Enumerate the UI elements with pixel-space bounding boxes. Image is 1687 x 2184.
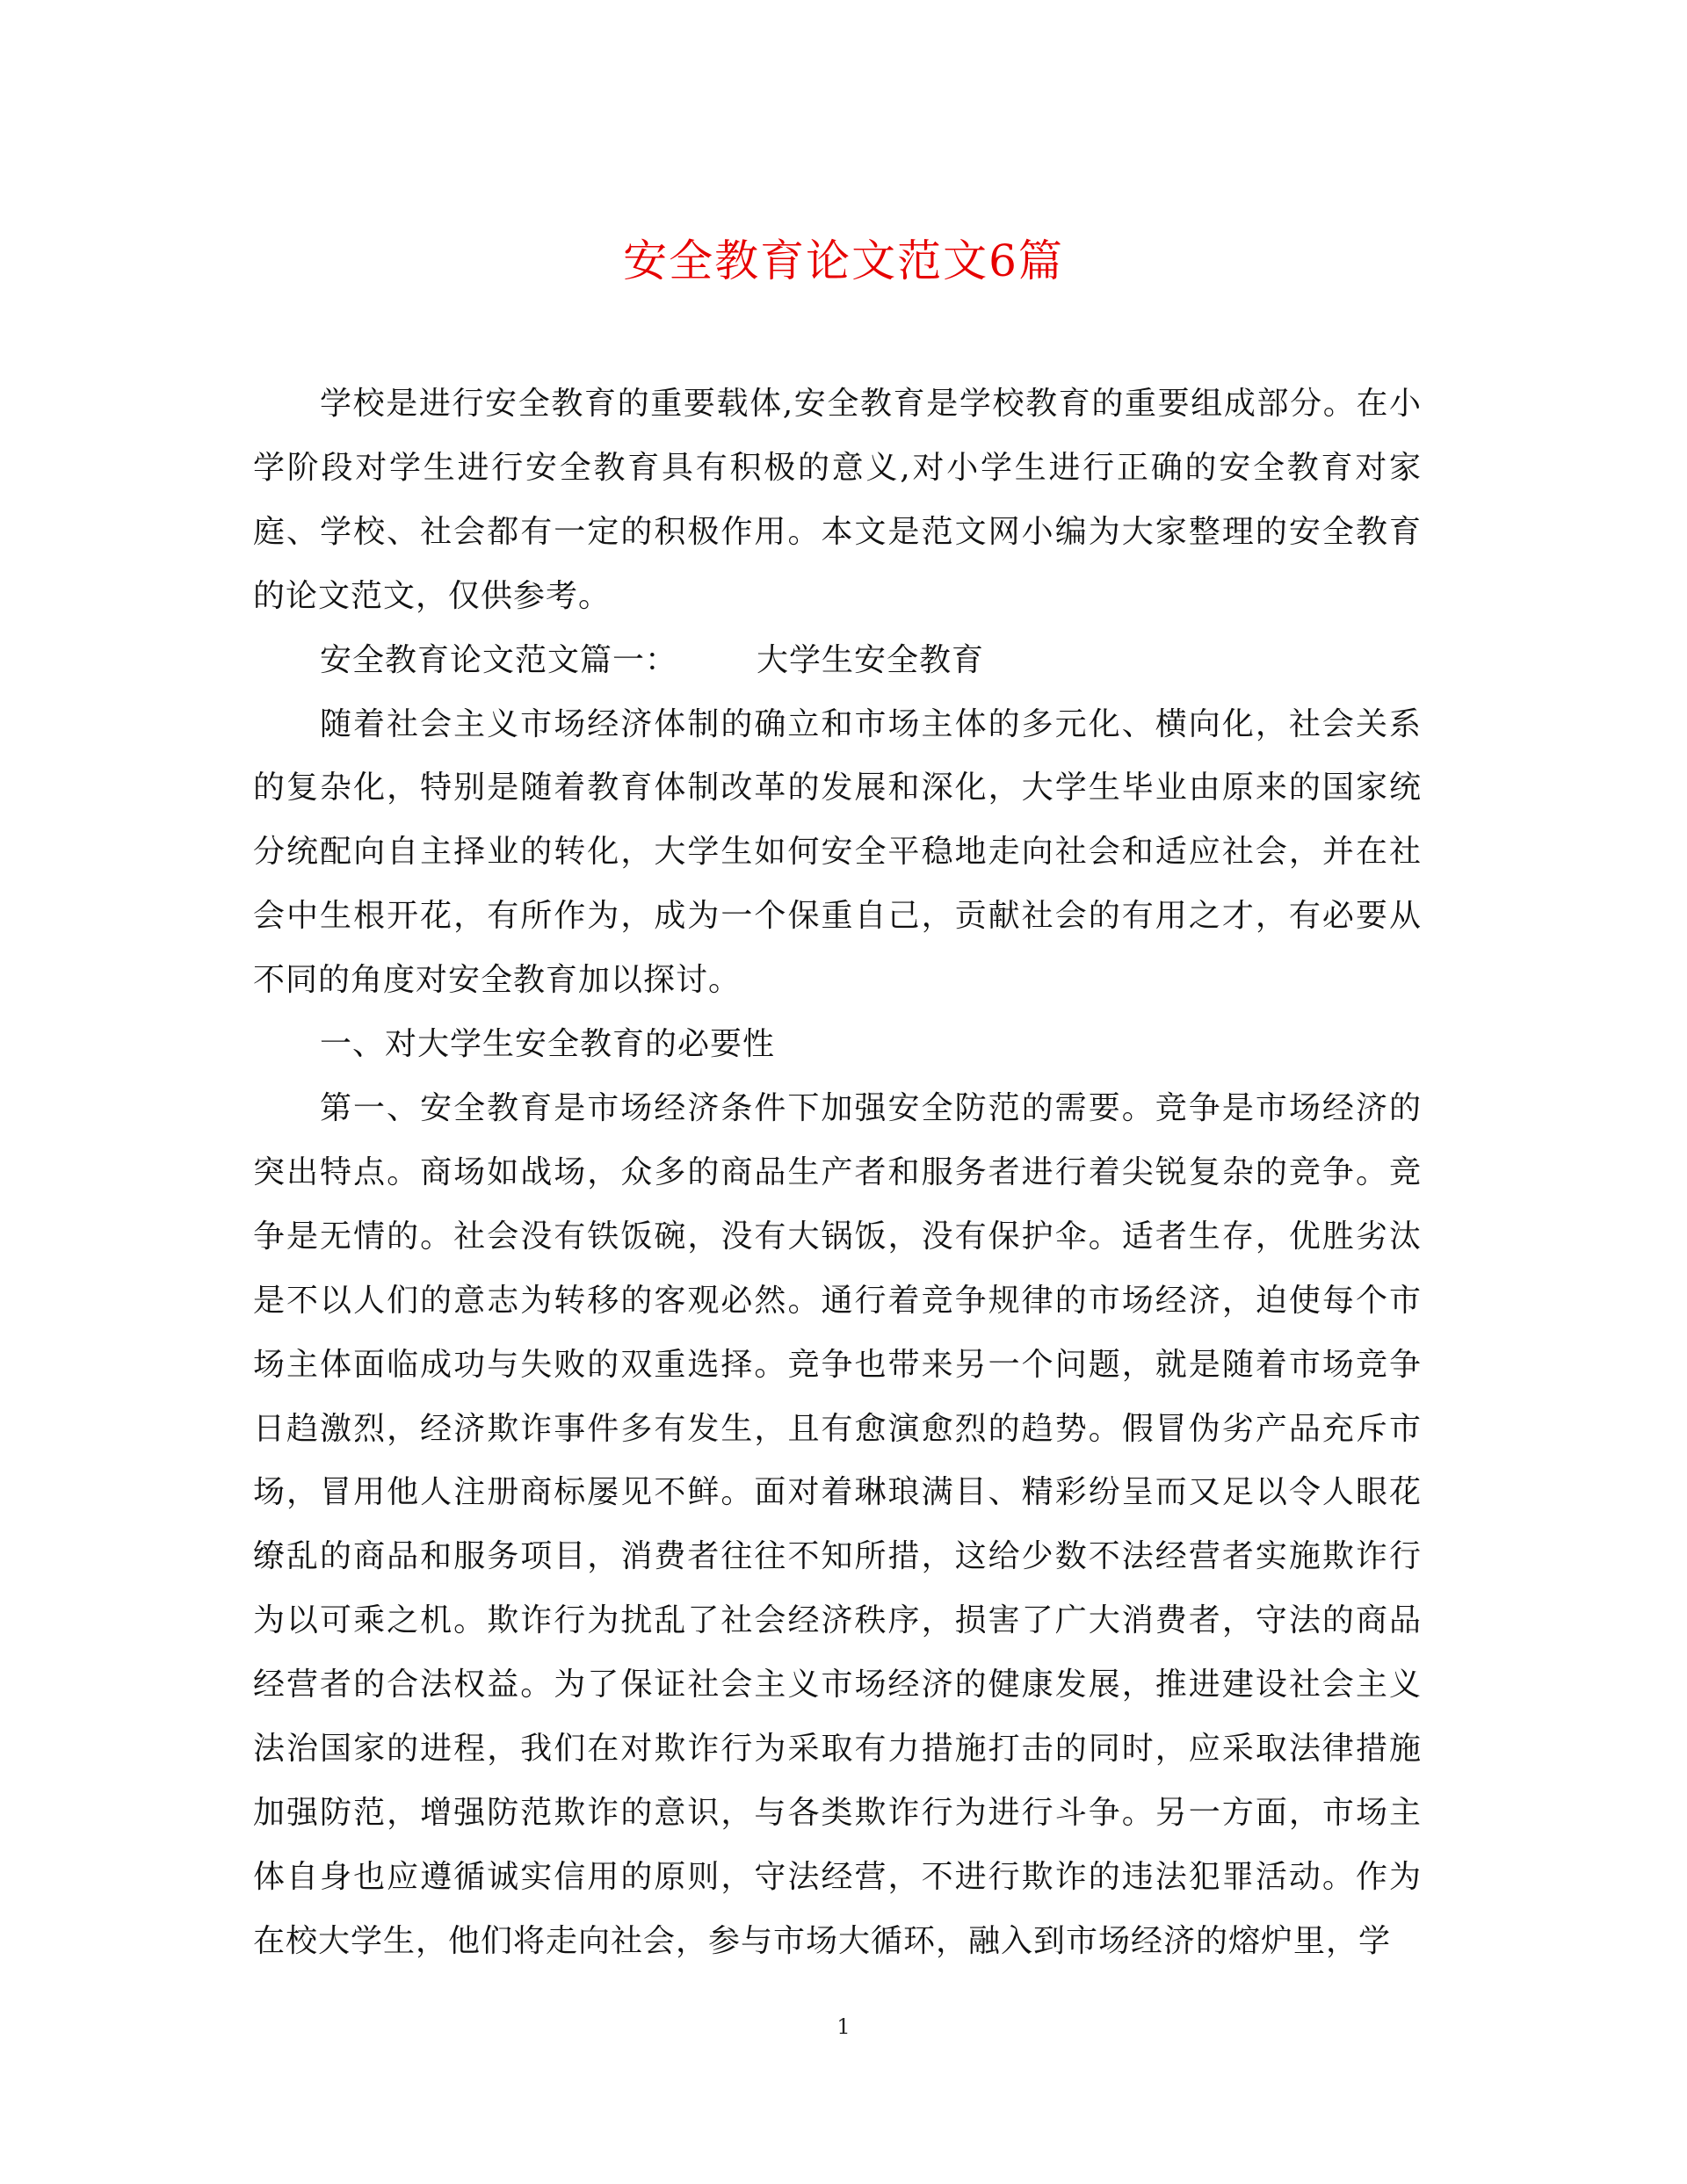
page-number: 1 (836, 2014, 851, 2039)
document-body (253, 372, 1422, 1974)
section-heading-topic: 大学生安全教育 (757, 641, 985, 678)
body-paragraph: 随着社会主义市场经济体制的确立和市场主体的多元化、横向化，社会关系的复杂化，特别是随着教育体制改革的发展和深化，大学生毕业由原来的国家统分统配向自主择业的转化，大学生如何安全平稳地走向社会和适应社会，并在社会中生根开花，有所作为，成为一个保重自己，贡献社会的有用之才，有必要从不同的角度对安全教育加以探讨。 (253, 705, 1422, 999)
subsection-heading: 一、对大学生安全教育的必要性 (320, 1026, 776, 1063)
document-title: 安全教育论文范文6篇 (623, 235, 1064, 286)
intro-paragraph: 学校是进行安全教育的重要载体,安全教育是学校教育的重要组成部分。在小学阶段对学生进行安全教育具有积极的意义,对小学生进行正确的安全教育对家庭、学校、社会都有一定的积极作用。本文是范文网小编为大家整理的安全教育的论文范文，仅供参考。 (253, 386, 1422, 614)
section-heading-label: 安全教育论文范文篇一： (320, 641, 678, 678)
section-heading (253, 629, 1422, 693)
body-paragraph: 第一、安全教育是市场经济条件下加强安全防范的需要。竞争是市场经济的突出特点。商场如战场，众多的商品生产者和服务者进行着尖锐复杂的竞争。竞争是无情的。社会没有铁饭碗，没有大锅饭，没有保护伞。适者生存，优胜劣汰是不以人们的意志为转移的客观必然。通行着竞争规律的市场经济，迫使每个市场主体面临成功与失败的双重选择。竞争也带来另一个问题，就是随着市场竞争日趋激烈，经济欺诈事件多有发生，且有愈演愈烈的趋势。假冒伪劣产品充斥市场，冒用他人注册商标屡见不鲜。面对着琳琅满目、精彩纷呈而又足以令人眼花缭乱的商品和服务项目，消费者往往不知所措，这给少数不法经营者实施欺诈行为以可乘之机。欺诈行为扰乱了社会经济秩序，损害了广大消费者，守法的商品经营者的合法权益。为了保证社会主义市场经济的健康发展，推进建设社会主义法治国家的进程，我们在对欺诈行为采取有力措施打击的同时，应采取法律措施加强防范，增强防范欺诈的意识，与各类欺诈行为进行斗争。另一方面，市场主体自身也应遵循诚实信用的原则，守法经营，不进行欺诈的违法犯罪活动。作为在校大学生，他们将走向社会，参与市场大循环，融入到市场经济的熔炉里，学 (253, 1089, 1422, 1959)
